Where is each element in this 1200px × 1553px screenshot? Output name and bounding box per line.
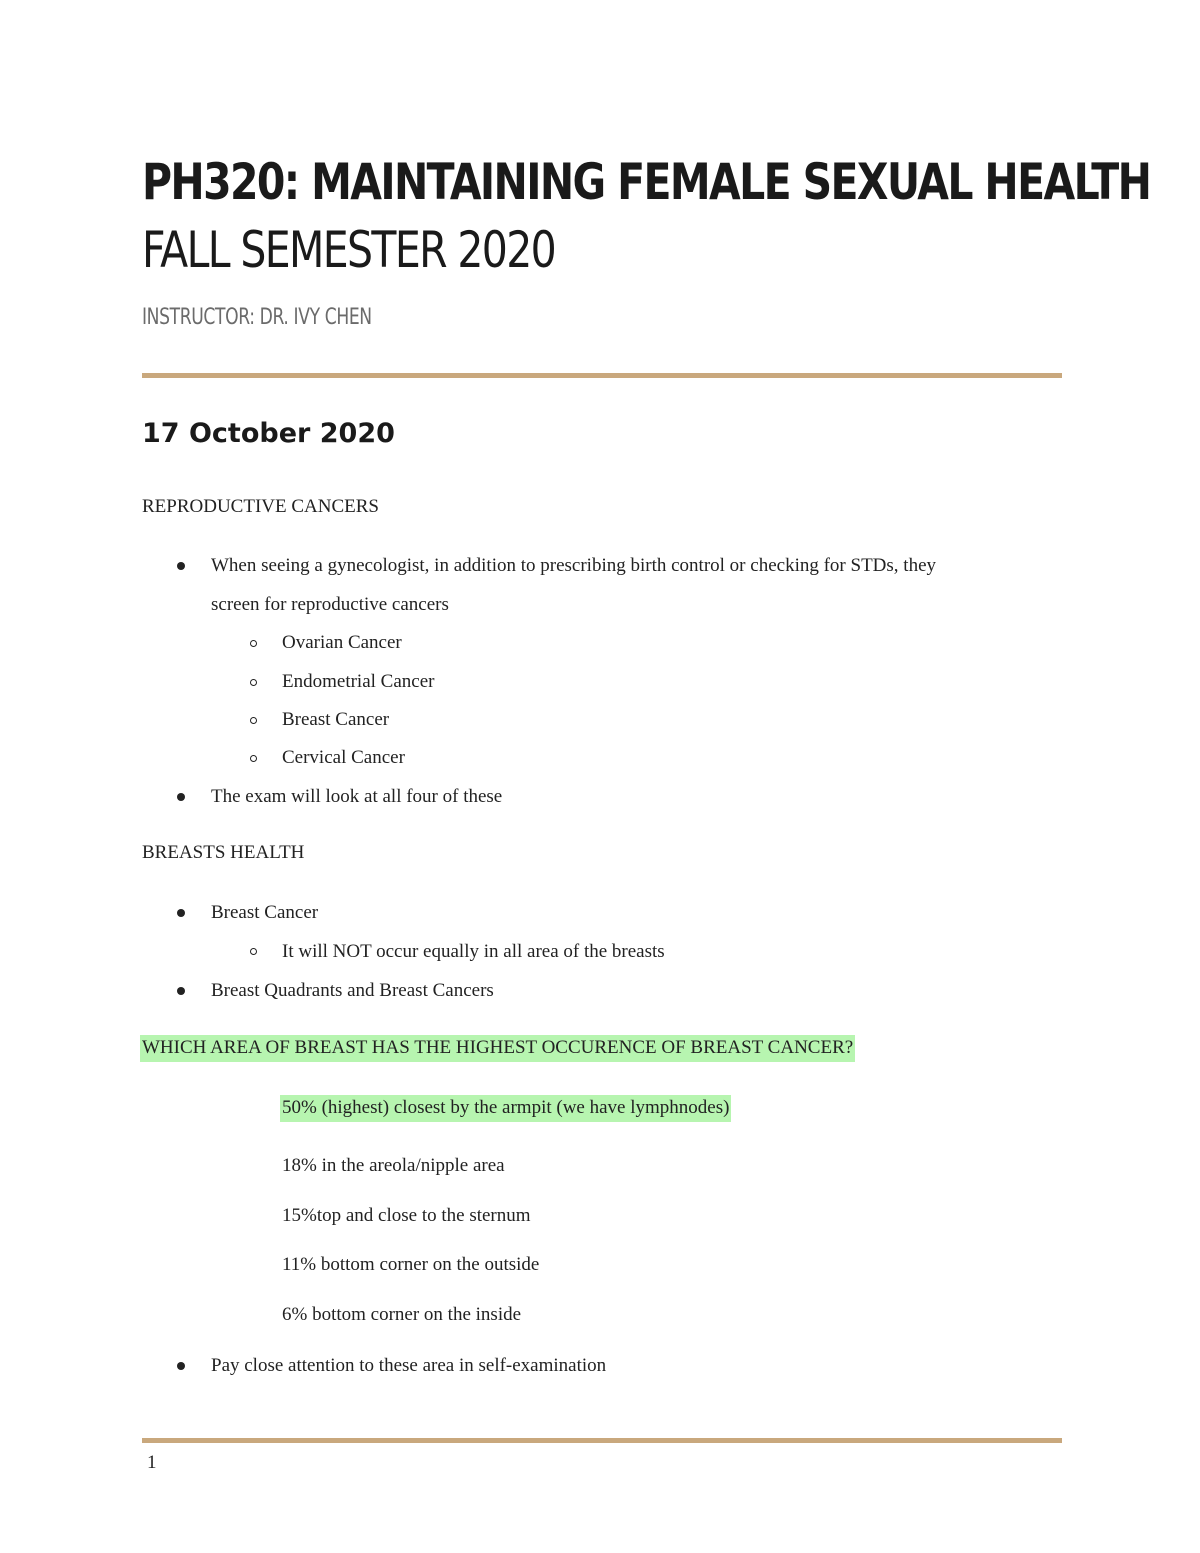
sub-bullet-icon — [250, 679, 257, 686]
answer-6: 6% bottom corner on the inside — [282, 1304, 522, 1325]
sub-item-cervical: Cervical Cancer — [282, 747, 405, 768]
section-heading-reproductive: REPRODUCTIVE CANCERS — [142, 496, 379, 517]
bullet-icon — [177, 987, 185, 995]
sub-item-ovarian: Ovarian Cancer — [282, 632, 402, 653]
answer-18: 18% in the areola/nipple area — [282, 1155, 505, 1176]
list-item-breast-cancer: Breast Cancer — [211, 902, 319, 923]
bullet-icon — [177, 1362, 185, 1370]
answer-11: 11% bottom corner on the outside — [282, 1254, 540, 1275]
list-item-quadrants: Breast Quadrants and Breast Cancers — [211, 980, 494, 1001]
sub-bullet-icon — [250, 640, 257, 647]
footer-divider — [142, 1438, 1062, 1443]
answer-text: 50% (highest) closest by the armpit (we have lymphnodes) — [280, 1095, 731, 1122]
section-heading-breasts: BREASTS HEALTH — [142, 842, 305, 863]
bullet-icon — [177, 909, 185, 917]
title-line-course: PH320: MAINTAINING FEMALE SEXUAL HEALTH — [142, 153, 1151, 211]
date-heading: 17 October 2020 — [142, 418, 395, 449]
title-line-semester: FALL SEMESTER 2020 — [142, 221, 556, 279]
question-highlighted — [140, 1036, 855, 1060]
page-title — [142, 148, 1150, 284]
header-divider — [142, 373, 1062, 378]
list-item-gynecologist-line2: screen for reproductive cancers — [211, 594, 449, 615]
answer-15: 15%top and close to the sternum — [282, 1205, 531, 1226]
list-item-gynecologist-line1: When seeing a gynecologist, in addition to prescribing birth control or checking for STDs, they — [211, 555, 936, 576]
sub-item-not-equal: It will NOT occur equally in all area of the breasts — [282, 941, 665, 962]
sub-item-endometrial: Endometrial Cancer — [282, 671, 435, 692]
instructor-subtitle: INSTRUCTOR: DR. IVY CHEN — [142, 305, 372, 330]
sub-bullet-icon — [250, 755, 257, 762]
list-item-self-exam: Pay close attention to these area in self-examination — [211, 1355, 607, 1376]
answer-50-highlighted — [280, 1096, 731, 1120]
question-text: WHICH AREA OF BREAST HAS THE HIGHEST OCCURENCE OF BREAST CANCER? — [140, 1035, 855, 1062]
bullet-icon — [177, 562, 185, 570]
bullet-icon — [177, 793, 185, 801]
list-item-exam: The exam will look at all four of these — [211, 786, 503, 807]
sub-bullet-icon — [250, 717, 257, 724]
sub-bullet-icon — [250, 948, 257, 955]
page-number: 1 — [147, 1452, 157, 1473]
sub-item-breast: Breast Cancer — [282, 709, 390, 730]
